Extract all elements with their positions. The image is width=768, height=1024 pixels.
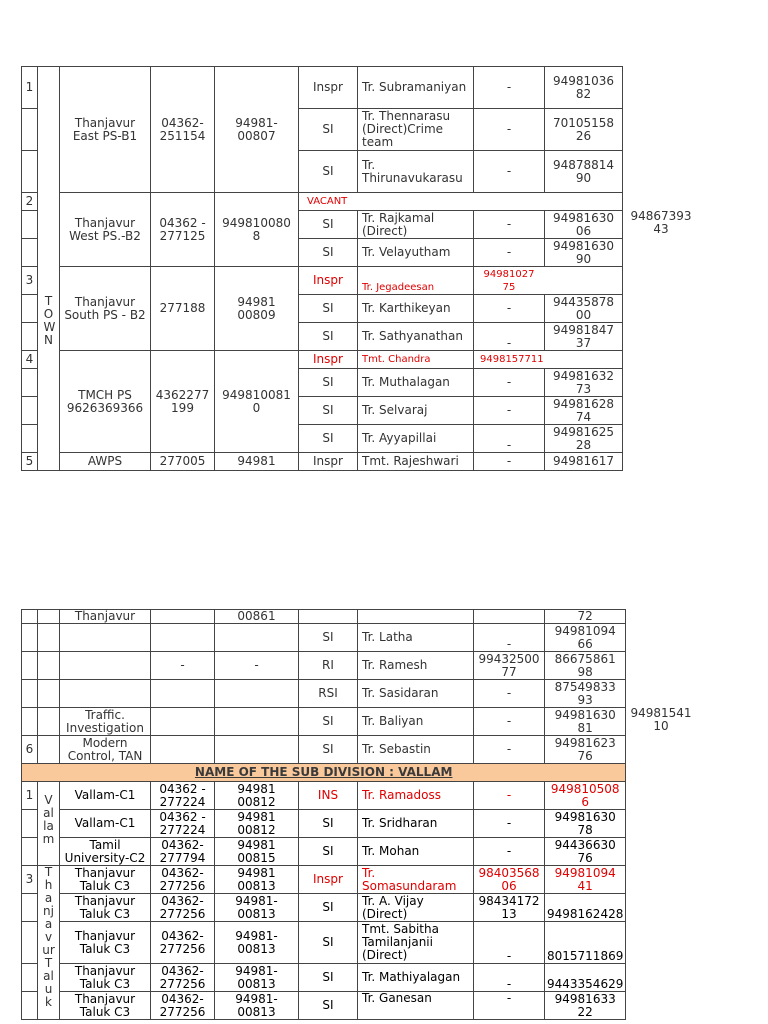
phone2: 94981632 73 [545, 369, 623, 397]
rank: SI [299, 736, 358, 764]
phone2: 94981623 76 [545, 736, 626, 764]
thanjavur-taluk-label: T h a nj a v ur T al u k [38, 866, 60, 1020]
station-name: Thanjavur [60, 610, 151, 624]
officer-name [358, 610, 474, 624]
station-name: Thanjavur Taluk C3 [60, 866, 151, 894]
std-code [151, 736, 215, 764]
table-row [22, 866, 626, 894]
phone2: 94435878 00 [545, 295, 623, 323]
table-row [22, 736, 626, 764]
table-row [22, 764, 626, 782]
station-mobile: 94981 [215, 453, 299, 471]
phone2: 94436630 76 [545, 838, 626, 866]
table-row [22, 894, 626, 922]
phone2: 94981036 82 [545, 67, 623, 109]
rank: SI [299, 295, 358, 323]
phone2: 94981617 [545, 453, 623, 471]
std-code: 4362277 199 [151, 351, 215, 453]
officer-name: Tmt. Rajeshwari [358, 453, 474, 471]
station-mobile: 94981- 00813 [215, 964, 299, 992]
rank: SI [299, 922, 358, 964]
rank: SI [299, 992, 358, 1020]
station-name: Thanjavur Taluk C3 [60, 922, 151, 964]
table-row [22, 782, 626, 810]
serial-no: 1 [22, 782, 38, 810]
phone1: - [474, 736, 545, 764]
rank: SI [299, 151, 358, 193]
serial-no: 3 [22, 267, 38, 295]
rank: SI [299, 211, 358, 239]
phone2: 9498162428 [545, 894, 626, 922]
officer-name: Tr. Sebastin [358, 736, 474, 764]
std-code [151, 624, 215, 652]
station-mobile [215, 736, 299, 764]
phone1: 98434172 13 [474, 894, 545, 922]
station-name [60, 680, 151, 708]
station-mobile: 94981 00809 [215, 267, 299, 351]
std-code: 04362- 277256 [151, 964, 215, 992]
rank [299, 610, 358, 624]
phone1: - [474, 109, 545, 151]
rank: RSI [299, 680, 358, 708]
station-name: TMCH PS 9626369366 [60, 351, 151, 453]
phone2: 9443354629 [545, 964, 626, 992]
officer-name: Tr. Rajkamal (Direct) [358, 211, 474, 239]
officer-name: Tr. Mathiyalagan [358, 964, 474, 992]
rank: SI [299, 708, 358, 736]
station-mobile: 00861 [215, 610, 299, 624]
station-name: AWPS [60, 453, 151, 471]
station-name: Thanjavur Taluk C3 [60, 992, 151, 1020]
table-row [22, 838, 626, 866]
station-name [60, 652, 151, 680]
phone1: - [474, 810, 545, 838]
serial-no: 1 [22, 67, 38, 109]
phone1: - [474, 397, 545, 425]
std-code: 04362- 277256 [151, 992, 215, 1020]
std-code: 04362- 277794 [151, 838, 215, 866]
phone1: 94981027 75 [474, 267, 623, 295]
officer-name: Tr. Ramesh [358, 652, 474, 680]
rank: INS [299, 782, 358, 810]
table-row [22, 922, 626, 964]
vallam-label: V al la m [38, 782, 60, 866]
station-mobile: 94981- 00813 [215, 992, 299, 1020]
std-code: 04362 - 277224 [151, 782, 215, 810]
phone1: - [474, 323, 545, 351]
officer-name: Tr. A. Vijay (Direct) [358, 894, 474, 922]
officer-name: Tr. Latha [358, 624, 474, 652]
phone2: 70105158 26 [545, 109, 623, 151]
rank: SI [299, 323, 358, 351]
rank: SI [299, 109, 358, 151]
station-mobile: 94981 00813 [215, 866, 299, 894]
phone1: - [474, 964, 545, 992]
std-code [151, 680, 215, 708]
phone1: - [474, 369, 545, 397]
station-mobile: - [215, 652, 299, 680]
phone2: 94981630 78 [545, 810, 626, 838]
station-name: Tamil University-C2 [60, 838, 151, 866]
table-row [22, 351, 623, 369]
phone2: 94981630 06 [545, 211, 623, 239]
std-code [151, 708, 215, 736]
officer-name: Tr. Ganesan [358, 992, 474, 1020]
phone1: - [474, 992, 545, 1020]
table-row [22, 652, 626, 680]
station-name: Vallam-C1 [60, 782, 151, 810]
std-code: - [151, 652, 215, 680]
station-mobile: 94981- 00813 [215, 894, 299, 922]
phone2: 94981625 28 [545, 425, 623, 453]
phone2: 87549833 93 [545, 680, 626, 708]
table-row [22, 610, 626, 624]
phone2: 94981094 41 [545, 866, 626, 894]
vacant-label: VACANT [299, 193, 623, 211]
rank: SI [299, 239, 358, 267]
table-row [22, 992, 626, 1020]
table-row [22, 964, 626, 992]
std-code: 277188 [151, 267, 215, 351]
phone1: - [474, 624, 545, 652]
officer-name: Tr. Sasidaran [358, 680, 474, 708]
station-name: Traffic. Investigation [60, 708, 151, 736]
rank: SI [299, 624, 358, 652]
officer-name: Tr. Selvaraj [358, 397, 474, 425]
std-code: 04362-251154 [151, 67, 215, 193]
station-name: Thanjavur South PS - B2 [60, 267, 151, 351]
phone1: - [474, 838, 545, 866]
station-mobile: 94981-00807 [215, 67, 299, 193]
station-mobile: 94981- 00813 [215, 922, 299, 964]
phone2: 94981094 66 [545, 624, 626, 652]
phone2: 94981847 37 [545, 323, 623, 351]
rank: Inspr [299, 351, 358, 369]
phone2: 94981630 90 [545, 239, 623, 267]
officer-name: Tr. Sridharan [358, 810, 474, 838]
officer-name: Tmt. Sabitha Tamilanjanii (Direct) [358, 922, 474, 964]
table-row [22, 810, 626, 838]
phone1: 99432500 77 [474, 652, 545, 680]
station-mobile [215, 680, 299, 708]
table-row [22, 680, 626, 708]
station-mobile: 94981 00815 [215, 838, 299, 866]
officer-name: Tr. Mohan [358, 838, 474, 866]
std-code: 04362- 277256 [151, 894, 215, 922]
phone1: - [474, 782, 545, 810]
station-name [60, 624, 151, 652]
std-code: 04362- 277256 [151, 866, 215, 894]
phone2: 949810508 6 [545, 782, 626, 810]
phone1 [474, 610, 545, 624]
town-label: T O W N [38, 67, 60, 471]
table-row [22, 624, 626, 652]
officer-name: Tr. Muthalagan [358, 369, 474, 397]
phone2: 94878814 90 [545, 151, 623, 193]
station-name: Modern Control, TAN [60, 736, 151, 764]
rank: SI [299, 810, 358, 838]
rank: SI [299, 397, 358, 425]
phone1: - [474, 295, 545, 323]
station-name: Thanjavur West PS.-B2 [60, 193, 151, 267]
station-mobile: 94981 00812 [215, 782, 299, 810]
phone2: 86675861 98 [545, 652, 626, 680]
officer-name: Tr. Jegadeesan [358, 267, 474, 295]
extra-phone-traffic: 94981541 10 [630, 706, 692, 733]
vallam-stations-table [21, 609, 626, 1020]
phone2: 72 [545, 610, 626, 624]
station-name: Vallam-C1 [60, 810, 151, 838]
phone1: - [474, 680, 545, 708]
rank: Inspr [299, 67, 358, 109]
table-row [22, 267, 623, 295]
std-code: 04362- 277256 [151, 922, 215, 964]
phone1: - [474, 708, 545, 736]
serial-no: 5 [22, 453, 38, 471]
serial-no: 4 [22, 351, 38, 369]
station-mobile: 94981 00812 [215, 810, 299, 838]
phone1: 9498157711 [474, 351, 623, 369]
town-stations-table [21, 66, 623, 471]
phone1: - [474, 922, 545, 964]
rank: SI [299, 369, 358, 397]
officer-name: Tr. Subramaniyan [358, 67, 474, 109]
station-mobile: 949810080 8 [215, 193, 299, 267]
station-name: Thanjavur East PS-B1 [60, 67, 151, 193]
officer-name: Tr. Sathyanathan [358, 323, 474, 351]
officer-name: Tr. Thennarasu (Direct)Crime team [358, 109, 474, 151]
phone2: 94981630 81 [545, 708, 626, 736]
rank: Inspr [299, 453, 358, 471]
officer-name: Tr. Thirunavukarasu [358, 151, 474, 193]
officer-name: Tr. Ramadoss [358, 782, 474, 810]
std-code [151, 610, 215, 624]
phone1: - [474, 425, 545, 453]
rank: Inspr [299, 267, 358, 295]
serial-no: 2 [22, 193, 38, 211]
phone1: 98403568 06 [474, 866, 545, 894]
std-code: 04362 - 277224 [151, 810, 215, 838]
officer-name: Tr. Baliyan [358, 708, 474, 736]
phone2: 8015711869 [545, 922, 626, 964]
officer-name: Tr. Karthikeyan [358, 295, 474, 323]
rank: SI [299, 425, 358, 453]
station-mobile [215, 624, 299, 652]
std-code: 04362 - 277125 [151, 193, 215, 267]
rank: SI [299, 838, 358, 866]
station-mobile [215, 708, 299, 736]
phone1: - [474, 67, 545, 109]
std-code: 277005 [151, 453, 215, 471]
phone2: 94981633 22 [545, 992, 626, 1020]
station-mobile: 949810081 0 [215, 351, 299, 453]
table-row [22, 708, 626, 736]
table-row [22, 193, 623, 211]
officer-name: Tr. Somasundaram [358, 866, 474, 894]
rank: RI [299, 652, 358, 680]
serial-no: 6 [22, 736, 38, 764]
station-name: Thanjavur Taluk C3 [60, 964, 151, 992]
station-name: Thanjavur Taluk C3 [60, 894, 151, 922]
rank: Inspr [299, 866, 358, 894]
rank: SI [299, 964, 358, 992]
officer-name: Tmt. Chandra [358, 351, 474, 369]
officer-name: Tr. Velayutham [358, 239, 474, 267]
phone1: - [474, 211, 545, 239]
phone1: - [474, 453, 545, 471]
sub-division-banner: NAME OF THE SUB DIVISION : VALLAM [22, 764, 626, 782]
phone2: 94981628 74 [545, 397, 623, 425]
extra-phone-west: 94867393 43 [630, 209, 692, 236]
serial-no: 3 [22, 866, 38, 894]
phone1: - [474, 239, 545, 267]
table-row [22, 67, 623, 109]
officer-name: Tr. Ayyapillai [358, 425, 474, 453]
phone1: - [474, 151, 545, 193]
rank: SI [299, 894, 358, 922]
table-row [22, 453, 623, 471]
